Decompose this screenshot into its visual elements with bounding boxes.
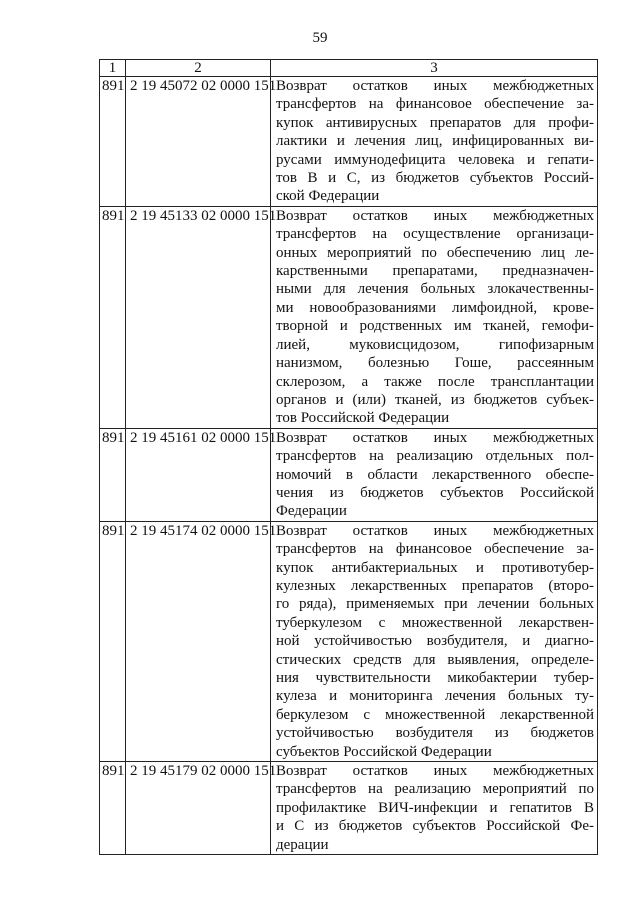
- description-line: номочий в области лекарственного обеспе-: [276, 466, 594, 483]
- description-line: нанизмом, болезнью Гоше, рассеянным: [276, 355, 594, 372]
- description-line: кулеза и мониторинга лечения больных ту-: [276, 688, 594, 705]
- budget-classification-code-cell: 2 19 45174 02 0000 151: [126, 521, 271, 761]
- description-line: ной устойчивостью возбудителя, и диагно-: [276, 633, 594, 650]
- admin-code-cell: 891: [100, 206, 126, 428]
- description-line: Возврат остатков иных межбюджетных: [276, 78, 594, 94]
- table-header-row: [100, 60, 598, 77]
- description-line: ми новообразованиями лимфоидной, крове-: [276, 299, 594, 316]
- column-header-1: 1: [100, 60, 126, 77]
- description-line: творной и родственных им тканей, гемофи-: [276, 318, 594, 335]
- page-number: 59: [312, 30, 328, 46]
- budget-codes-table: [99, 59, 598, 855]
- description-line: лактики и лечения лиц, инфицированных ви-: [276, 133, 594, 150]
- income-description-cell: [271, 428, 598, 521]
- table-row: [100, 521, 598, 761]
- admin-code-cell: 891: [100, 762, 126, 855]
- description-line: тов Российской Федерации: [276, 410, 450, 427]
- budget-classification-code-cell: 2 19 45133 02 0000 151: [126, 206, 271, 428]
- description-line: туберкулезом с множественной лекарствен-: [276, 614, 594, 631]
- description-line: карственными препаратами, предназначен-: [276, 263, 594, 280]
- budget-classification-code-cell: 2 19 45179 02 0000 151: [126, 762, 271, 855]
- column-header-2: 2: [126, 60, 271, 77]
- description-line: и С из бюджетов субъектов Российской Фе-: [276, 818, 594, 835]
- description-line: Возврат остатков иных межбюджетных: [276, 763, 594, 780]
- description-line: го ряда), применяемых при лечении больных: [276, 596, 594, 613]
- description-line: ния чувствительности микобактерии тубер-: [276, 670, 594, 686]
- description-line: Федерации: [276, 503, 347, 520]
- description-line: профилактике ВИЧ-инфекции и гепатитов В: [276, 799, 594, 816]
- budget-classification-code-cell: 2 19 45161 02 0000 151: [126, 428, 271, 521]
- income-description-cell: [271, 521, 598, 761]
- column-header-3: 3: [271, 60, 598, 77]
- admin-code-cell: 891: [100, 521, 126, 761]
- description-line: ными для лечения больных злокачественны-: [276, 281, 594, 298]
- description-line: лией, муковисцидозом, гипофизарным: [276, 336, 594, 353]
- description-line: беркулезом с множественной лекарственной: [276, 706, 594, 723]
- description-line: русами иммунодефицита человека и гепати-: [276, 151, 594, 168]
- table-row: [100, 762, 598, 855]
- description-line: трансфертов на осуществление организаци-: [276, 226, 594, 243]
- income-description-cell: [271, 762, 598, 855]
- description-line: чения из бюджетов субъектов Российской: [276, 484, 594, 501]
- description-line: кулезных лекарственных препаратов (второ-: [276, 577, 594, 594]
- description-line: онных мероприятий по обеспечению лиц ле-: [276, 244, 594, 261]
- description-line: трансфертов на реализацию мероприятий по: [276, 781, 594, 798]
- description-line: купок антибактериальных и противотубер-: [276, 559, 594, 576]
- description-line: стических средств для выявления, определе-: [276, 651, 594, 668]
- description-line: дерации: [276, 836, 329, 853]
- description-line: Возврат остатков иных межбюджетных: [276, 207, 594, 224]
- description-line: склерозом, а также после трансплантации: [276, 373, 594, 390]
- income-description-cell: [271, 77, 598, 207]
- income-description-cell: [271, 206, 598, 428]
- description-line: купок антивирусных препаратов для профи-: [276, 114, 594, 131]
- description-line: органов и (или) тканей, из бюджетов субъек-: [276, 391, 594, 408]
- description-line: трансфертов на финансовое обеспечение за-: [276, 96, 594, 113]
- description-line: Возврат остатков иных межбюджетных: [276, 429, 594, 446]
- description-line: тов В и С, из бюджетов субъектов Россий-: [276, 170, 594, 187]
- description-line: ской Федерации: [276, 188, 380, 205]
- description-line: устойчивостью возбудителя из бюджетов: [276, 725, 594, 742]
- description-line: Возврат остатков иных межбюджетных: [276, 522, 594, 539]
- table-row: [100, 428, 598, 521]
- table-row: [100, 77, 598, 207]
- description-line: трансфертов на реализацию отдельных пол-: [276, 448, 594, 465]
- admin-code-cell: 891: [100, 428, 126, 521]
- description-line: субъектов Российской Федерации: [276, 743, 492, 760]
- budget-classification-code-cell: 2 19 45072 02 0000 151: [126, 77, 271, 207]
- table-row: [100, 206, 598, 428]
- description-line: трансфертов на финансовое обеспечение за-: [276, 541, 594, 558]
- admin-code-cell: 891: [100, 77, 126, 207]
